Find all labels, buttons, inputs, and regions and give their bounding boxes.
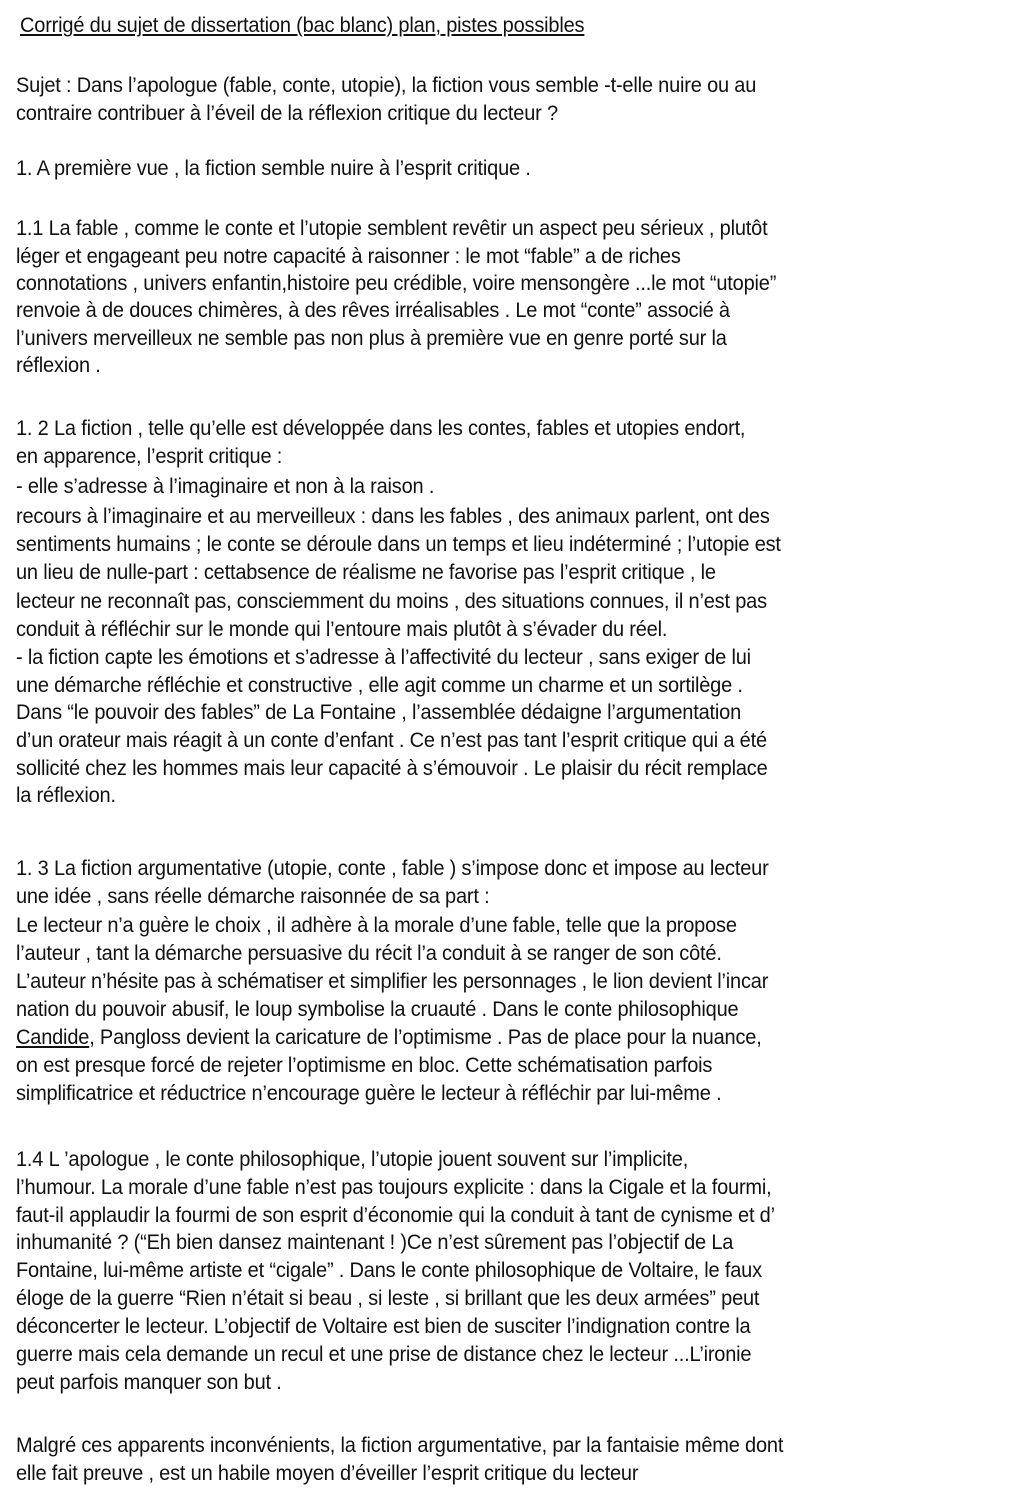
transition-line: elle fait preuve , est un habile moyen d’éveiller l’esprit critique du lecteur — [16, 1461, 639, 1485]
candide-title: Candide — [16, 1025, 90, 1049]
section-1-3-line: L’auteur n’hésite pas à schématiser et simplifier les personnages , le lion devient l’incar — [16, 969, 769, 993]
section-1-2-line: Dans “le pouvoir des fables” de La Fontaine , l’assemblée dédaigne l’argumentation — [16, 700, 742, 724]
section-1-2-line: un lieu de nulle-part : cettabsence de réalisme ne favorise pas l’esprit critique , le — [16, 560, 716, 584]
section-1-2-line: la réflexion. — [16, 783, 116, 807]
section-1-1-line: réflexion . — [16, 353, 101, 377]
section-1-2-line: conduit à réfléchir sur le monde qui l’entoure mais plutôt à s’évader du réel. — [16, 617, 668, 641]
document-title: Corrigé du sujet de dissertation (bac blanc) plan, pistes possibles — [20, 13, 585, 37]
section-1-3-line: nation du pouvoir abusif, le loup symbolise la cruauté . Dans le conte philosophique — [16, 997, 739, 1021]
section-1-3-line: simplificatrice et réductrice n’encourage guère le lecteur à réfléchir par lui-même . — [16, 1081, 722, 1105]
section-1-2-line: d’un orateur mais réagit à un conte d’enfant . Ce n’est pas tant l’esprit critique qui a été — [16, 728, 767, 752]
section-1-4-line: Fontaine, lui-même artiste et “cigale” . Dans le conte philosophique de Voltaire, le faux — [16, 1258, 762, 1282]
section-1-4-line: l’humour. La morale d’une fable n’est pas toujours explicite : dans la Cigale et la fourmi, — [16, 1175, 772, 1199]
section-1-3-line: on est presque forcé de rejeter l’optimisme en bloc. Cette schématisation parfois — [16, 1053, 713, 1077]
section-1-4-line: éloge de la guerre “Rien n’était si beau , si leste , si brillant que les deux armées” peut — [16, 1286, 760, 1310]
section-1-4-line: peut parfois manquer son but . — [16, 1370, 282, 1394]
section-1-2-line: en apparence, l’esprit critique : — [16, 444, 283, 468]
section-1-1-line: renvoie à de douces chimères, à des rêves irréalisables . Le mot “conte” associé à — [16, 298, 730, 322]
part-1-heading: 1. A première vue , la fiction semble nuire à l’esprit critique . — [16, 156, 531, 180]
section-1-3-line: 1. 3 La fiction argumentative (utopie, conte , fable ) s’impose donc et impose au lecteur — [16, 856, 769, 880]
section-1-2-line: - elle s’adresse à l’imaginaire et non à la raison . — [16, 474, 435, 498]
section-1-4-line: faut-il applaudir la fourmi de son esprit d’économie qui la conduit à tant de cynisme et d’ — [16, 1203, 775, 1227]
section-1-2-line: sentiments humains ; le conte se déroule dans un temps et lieu indéterminé ; l’utopie est — [16, 532, 781, 556]
section-1-1-line: 1.1 La fable , comme le conte et l’utopie semblent revêtir un aspect peu sérieux , plutôt — [16, 216, 768, 240]
section-1-2-line: lecteur ne reconnaît pas, consciemment du moins , des situations connues, il n’est pas — [16, 589, 767, 613]
section-1-3-line — [16, 1024, 762, 1050]
section-1-1-line: connotations , univers enfantin,histoire peu crédible, voire mensongère ...le mot “utopie” — [16, 271, 777, 295]
section-1-3-line: Le lecteur n’a guère le choix , il adhère à la morale d’une fable, telle que la propose — [16, 913, 737, 937]
section-1-4-line: déconcerter le lecteur. L’objectif de Voltaire est bien de susciter l’indignation contre la — [16, 1314, 751, 1338]
section-1-2-line: sollicité chez les hommes mais leur capacité à s’émouvoir . Le plaisir du récit remplace — [16, 756, 768, 780]
section-1-3-line-rest: , Pangloss devient la caricature de l’optimisme . Pas de place pour la nuance, — [89, 1025, 762, 1049]
section-1-4-line: inhumanité ? (“Eh bien dansez maintenant ! )Ce n’est sûrement pas l’objectif de La — [16, 1230, 734, 1254]
transition-line: Malgré ces apparents inconvénients, la fiction argumentative, par la fantaisie même dont — [16, 1433, 784, 1457]
section-1-3-line: l’auteur , tant la démarche persuasive du récit l’a conduit à se ranger de son côté. — [16, 941, 722, 965]
section-1-1-line: l’univers merveilleux ne semble pas non plus à première vue en genre porté sur la — [16, 326, 727, 350]
section-1-4-line: 1.4 L ’apologue , le conte philosophique, l’utopie jouent souvent sur l’implicite, — [16, 1147, 689, 1171]
section-1-1-line: léger et engageant peu notre capacité à raisonner : le mot “fable” a de riches — [16, 244, 681, 268]
section-1-3-line: une idée , sans réelle démarche raisonnée de sa part : — [16, 884, 490, 908]
section-1-2-line: 1. 2 La fiction , telle qu’elle est développée dans les contes, fables et utopies endort, — [16, 416, 746, 440]
section-1-2-line: recours à l’imaginaire et au merveilleux : dans les fables , des animaux parlent, ont des — [16, 504, 770, 528]
subject-line: contraire contribuer à l’éveil de la réflexion critique du lecteur ? — [16, 101, 558, 125]
section-1-4-line: guerre mais cela demande un recul et une prise de distance chez le lecteur ...L’ironie — [16, 1342, 752, 1366]
section-1-2-line: - la fiction capte les émotions et s’adresse à l’affectivité du lecteur , sans exiger de lui — [16, 645, 751, 669]
subject-line: Sujet : Dans l’apologue (fable, conte, utopie), la fiction vous semble -t-elle nuire ou au — [16, 73, 757, 97]
section-1-2-line: une démarche réfléchie et constructive , elle agit comme un charme et un sortilège . — [16, 673, 743, 697]
